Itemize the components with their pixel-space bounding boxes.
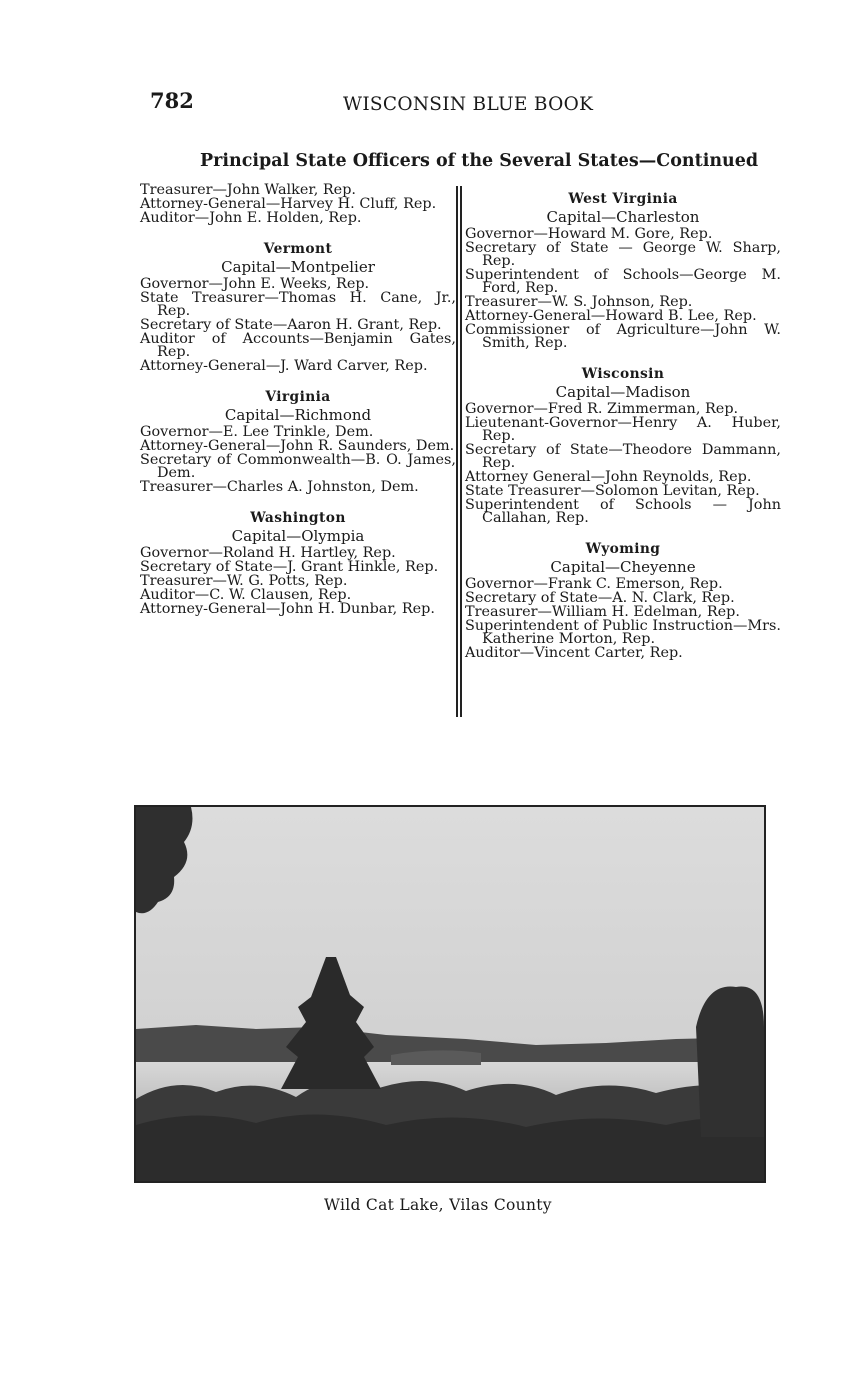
column-divider (460, 186, 462, 717)
officer-entry: Auditor—Vincent Carter, Rep. (465, 645, 683, 661)
state-name: Vermont (263, 241, 333, 257)
state-section-washington (140, 510, 456, 616)
officer-entry: Attorney-General—John H. Dunbar, Rep. (140, 601, 435, 617)
officer-entry: Governor—Howard M. Gore, Rep. (465, 226, 713, 242)
state-capital: Capital—Olympia (231, 527, 365, 545)
continued-entries (140, 184, 456, 225)
officer-entry: Governor—E. Lee Trinkle, Dem. (140, 424, 374, 440)
officer-entry: Superintendent of Schools — John Callahan, Rep. (465, 497, 781, 526)
officer-entry: Attorney-General—Harvey H. Cluff, Rep. (140, 196, 437, 212)
officer-entry: State Treasurer—Solomon Levitan, Rep. (465, 483, 760, 499)
state-capital: Capital—Richmond (224, 406, 372, 424)
officer-entry: State Treasurer—Thomas H. Cane, Jr., Rep. (140, 290, 456, 319)
state-section-vermont (140, 241, 456, 373)
officer-entry: Secretary of State—Aaron H. Grant, Rep. (140, 317, 442, 333)
officer-entry: Governor—Frank C. Emerson, Rep. (465, 576, 723, 592)
table-title: Principal State Officers of the Several States—Continued (200, 151, 759, 171)
officer-entry: Superintendent of Public Instruction—Mrs. Katherine Morton, Rep. (465, 618, 781, 647)
right-tree (696, 987, 764, 1138)
page-number: 782 (150, 88, 194, 113)
state-name: West Virginia (568, 191, 678, 207)
officer-entry: Attorney-General—John R. Saunders, Dem. (140, 438, 455, 454)
officer-entry: Superintendent of Schools—George M. Ford, Rep. (465, 267, 781, 296)
state-name: Virginia (265, 389, 331, 405)
lake-photograph (134, 805, 766, 1183)
officer-entry: Secretary of State—Theodore Dammann, Rep. (465, 442, 781, 471)
officer-entry: Treasurer—John Walker, Rep. (140, 182, 356, 198)
state-name: Washington (250, 510, 346, 526)
officer-entry: Governor—Roland H. Hartley, Rep. (140, 545, 396, 561)
state-name: Wyoming (585, 541, 661, 557)
officer-entry: Lieutenant-Governor—Henry A. Huber, Rep. (465, 415, 781, 444)
officer-entry: Auditor—John E. Holden, Rep. (140, 210, 362, 226)
lake-scene-illustration (136, 807, 764, 1181)
officer-entry: Auditor—C. W. Clausen, Rep. (140, 587, 352, 603)
running-title: WISCONSIN BLUE BOOK (343, 94, 594, 115)
state-section-wyoming (465, 541, 781, 660)
left-column (140, 184, 456, 617)
photo-caption: Wild Cat Lake, Vilas County (324, 1196, 552, 1214)
officer-entry: Secretary of Commonwealth—B. O. James, Dem. (140, 452, 456, 481)
state-capital: Capital—Madison (555, 383, 691, 401)
state-section-virginia (140, 389, 456, 494)
officer-entry: Attorney General—John Reynolds, Rep. (465, 469, 752, 485)
officer-entry: Secretary of State — George W. Sharp, Rep. (465, 240, 781, 269)
officer-entry: Secretary of State—A. N. Clark, Rep. (465, 590, 735, 606)
officer-entry: Treasurer—W. G. Potts, Rep. (140, 573, 348, 589)
near-brush (136, 1114, 764, 1181)
officer-entry: Governor—John E. Weeks, Rep. (140, 276, 370, 292)
state-section-west-virginia (465, 191, 781, 350)
state-name: Wisconsin (581, 366, 665, 382)
officer-entry: Auditor of Accounts—Benjamin Gates, Rep. (140, 331, 456, 360)
state-capital: Capital—Charleston (546, 208, 700, 226)
officer-entry: Secretary of State—J. Grant Hinkle, Rep. (140, 559, 439, 575)
officer-entry: Governor—Fred R. Zimmerman, Rep. (465, 401, 739, 417)
officer-entry: Attorney-General—Howard B. Lee, Rep. (465, 308, 757, 324)
right-column (465, 191, 781, 661)
officer-entry: Treasurer—William H. Edelman, Rep. (465, 604, 740, 620)
officer-entry: Treasurer—W. S. Johnson, Rep. (465, 294, 693, 310)
state-capital: Capital—Cheyenne (550, 558, 696, 576)
state-capital: Capital—Montpelier (221, 258, 375, 276)
officer-entry: Attorney-General—J. Ward Carver, Rep. (140, 358, 428, 374)
column-divider (456, 186, 458, 717)
officer-entry: Treasurer—Charles A. Johnston, Dem. (140, 479, 419, 495)
state-section-wisconsin (465, 366, 781, 525)
officer-entry: Commissioner of Agriculture—John W. Smith, Rep. (465, 322, 781, 351)
